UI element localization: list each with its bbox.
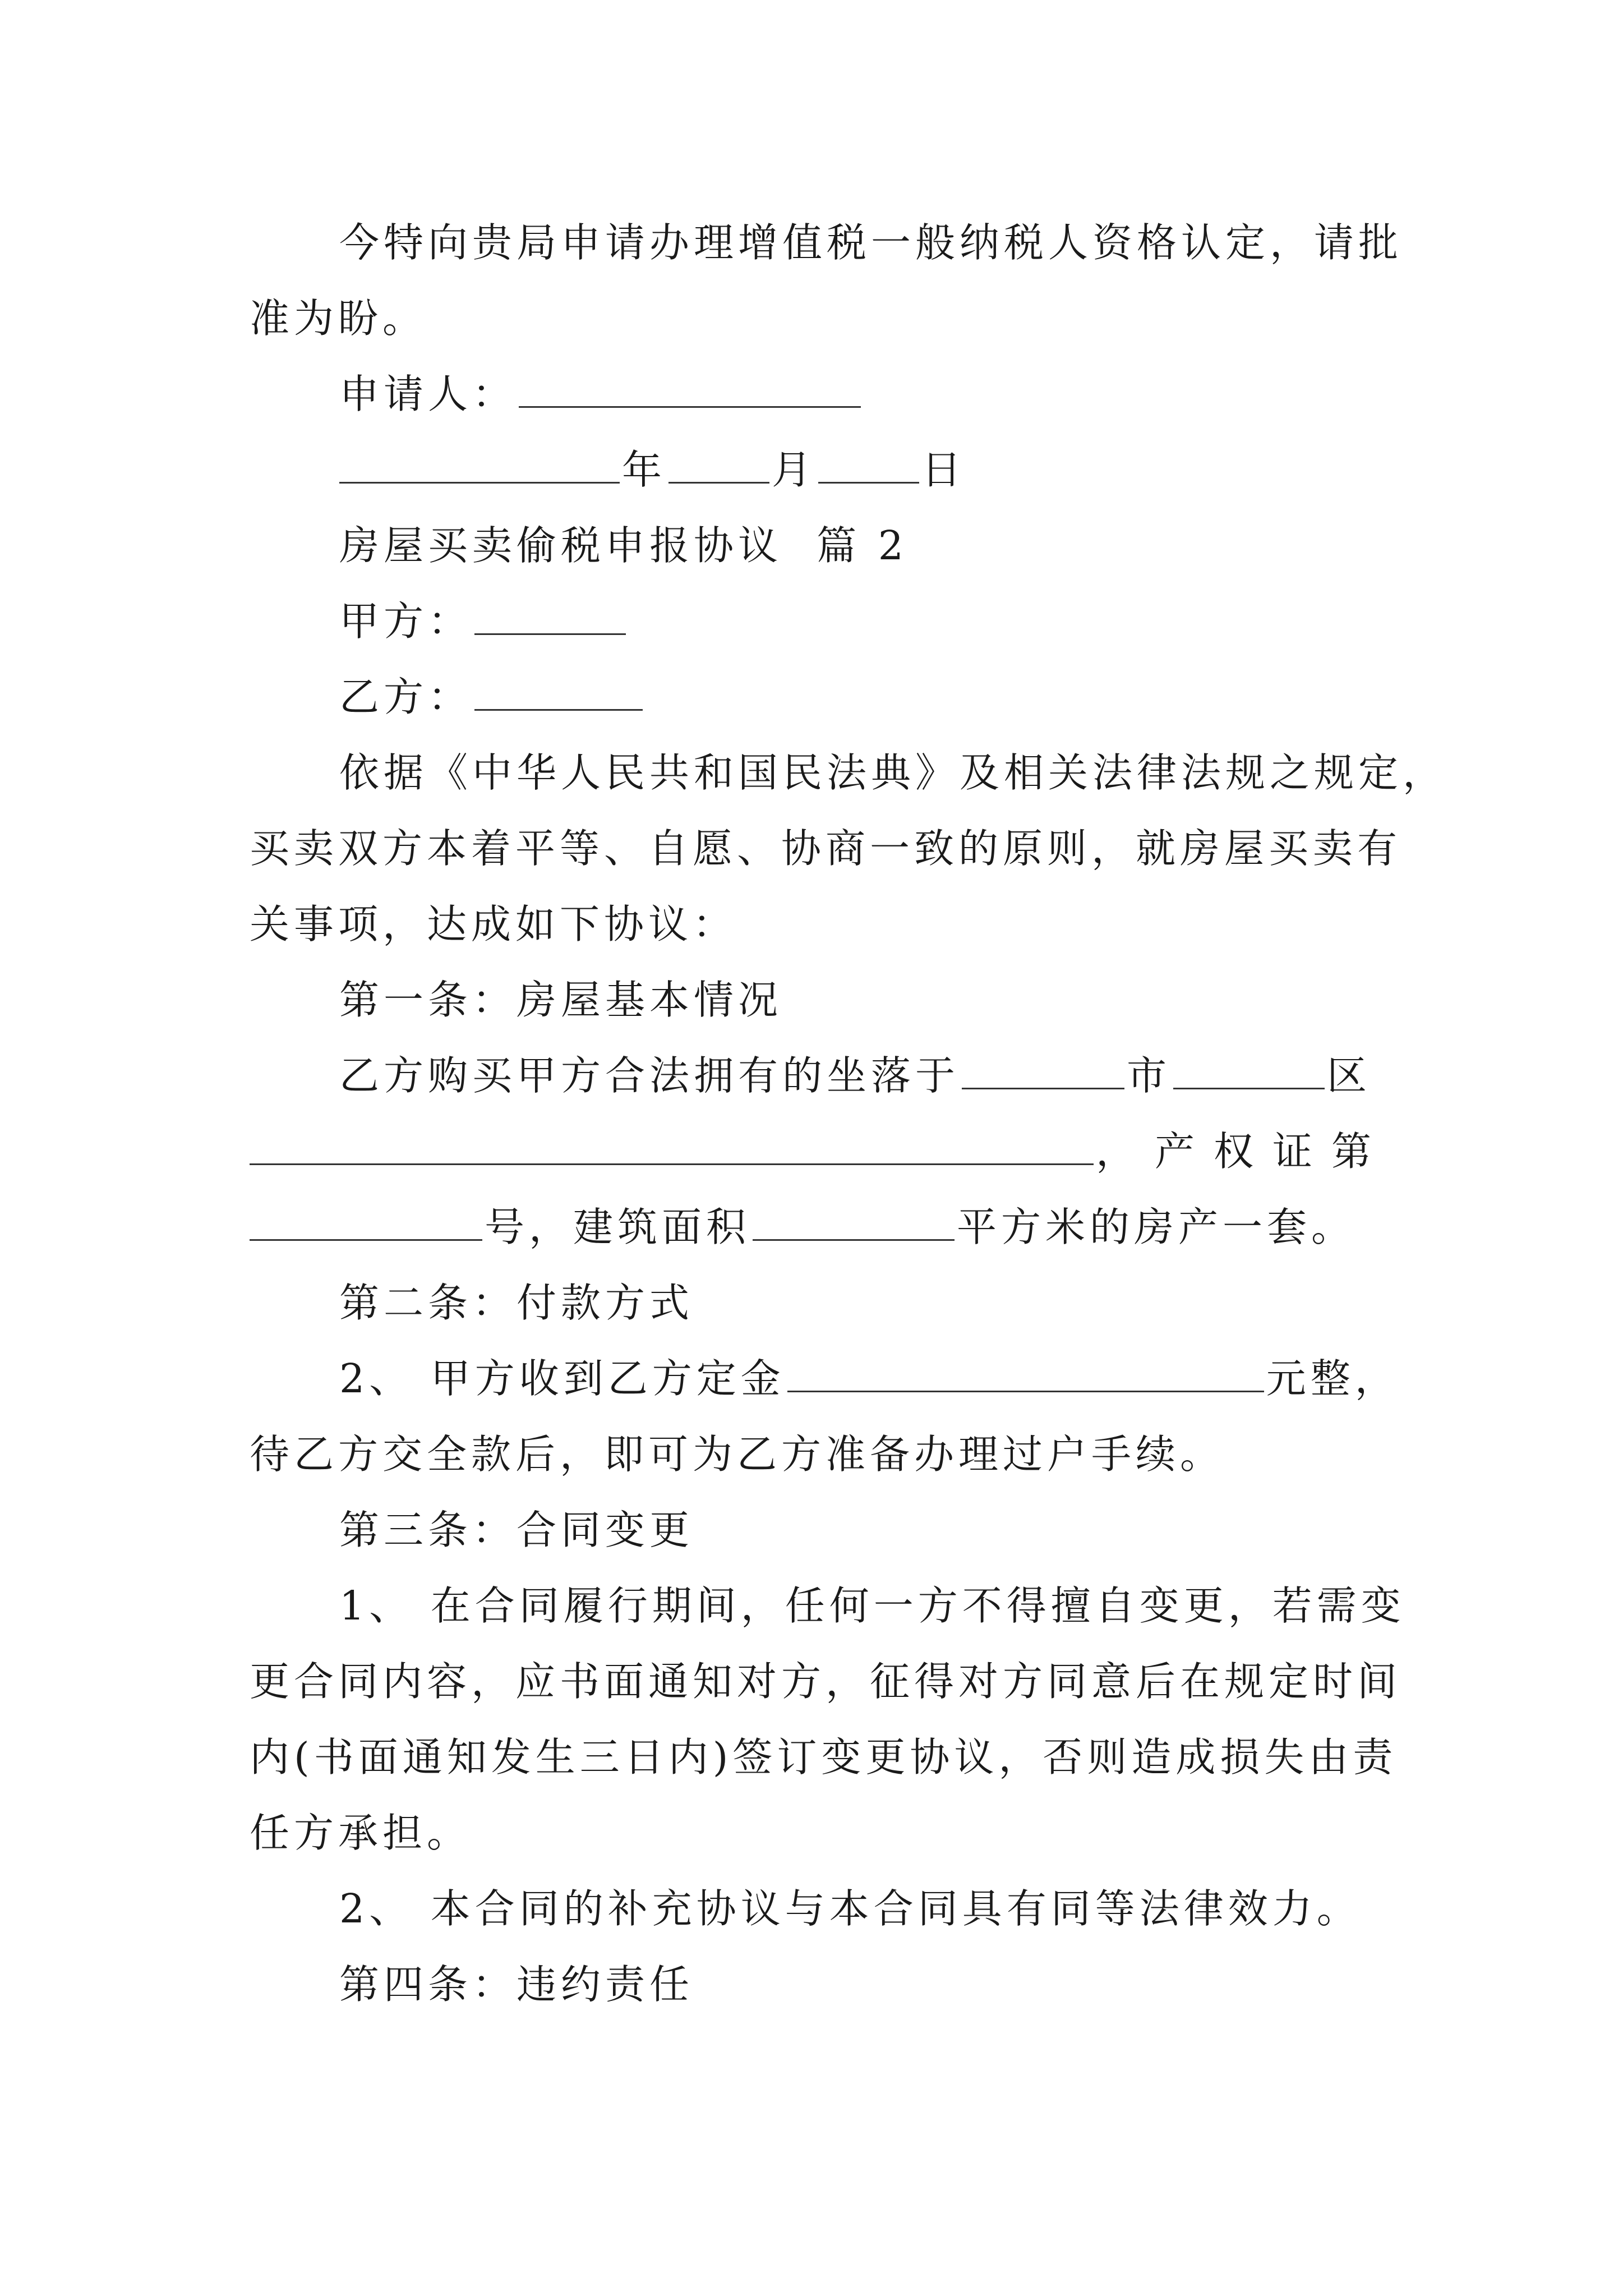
year-blank <box>339 444 620 484</box>
applicant-blank <box>519 369 861 408</box>
area-blank <box>753 1202 955 1241</box>
certificate-blank <box>250 1202 482 1241</box>
month-label: 月 <box>772 447 817 493</box>
date-line <box>0 443 1623 497</box>
district-label: 区 <box>1327 1052 1372 1099</box>
applicant-line <box>0 367 1623 421</box>
paragraph-line: 依据《中华人民共和国民法典》及相关法律法规之规定， <box>339 749 1447 796</box>
district-blank <box>1173 1050 1325 1089</box>
paragraph-line: 买卖双方本着平等、自愿、协商一致的原则，就房屋买卖有 <box>250 825 1402 872</box>
paragraph-line: 1、 在合同履行期间，任何一方不得擅自变更，若需变 <box>339 1582 1405 1629</box>
month-blank <box>668 444 769 484</box>
party-b-line <box>0 670 1623 724</box>
paragraph-line: 关事项，达成如下协议： <box>250 901 737 947</box>
city-label: 市 <box>1127 1052 1172 1099</box>
article-line <box>0 1200 1623 1254</box>
article-line <box>0 1125 1623 1179</box>
section-title: 房屋买卖偷税申报协议 篇 2 <box>339 522 908 569</box>
year-label: 年 <box>622 447 667 493</box>
party-a-blank <box>474 596 626 635</box>
article-heading: 第二条：付款方式 <box>339 1280 694 1326</box>
day-blank <box>818 444 919 484</box>
paragraph-line: 2、 本合同的补充协议与本合同具有同等法律效力。 <box>339 1885 1361 1932</box>
article-heading: 第一条：房屋基本情况 <box>339 977 783 1023</box>
article-text: ，产权证第 <box>1096 1128 1391 1175</box>
deposit-blank <box>787 1353 1264 1392</box>
party-a-line <box>0 595 1623 648</box>
paragraph-line: 今特向贵局申请办理增值税一般纳税人资格认定，请批 <box>339 219 1403 266</box>
article-text: 2、 甲方收到乙方定金 <box>339 1355 785 1402</box>
day-label: 日 <box>921 447 966 493</box>
city-blank <box>962 1050 1124 1089</box>
paragraph-line: 任方承担。 <box>250 1810 472 1856</box>
article-heading: 第三条：合同变更 <box>339 1507 694 1553</box>
article-text: 号，建筑面积 <box>485 1204 751 1250</box>
article-text: 乙方购买甲方合法拥有的坐落于 <box>339 1052 960 1099</box>
paragraph-line: 准为盼。 <box>250 295 427 342</box>
article-line <box>0 1049 1623 1103</box>
article-text: 平方米的房产一套。 <box>957 1204 1356 1250</box>
paragraph-line: 更合同内容，应书面通知对方，征得对方同意后在规定时间 <box>250 1658 1402 1705</box>
address-blank <box>250 1126 1094 1165</box>
article-text: 元整， <box>1266 1355 1399 1402</box>
party-b-label: 乙方： <box>339 674 473 720</box>
article-line <box>0 1352 1623 1406</box>
party-b-blank <box>474 671 643 711</box>
applicant-label: 申请人： <box>339 371 517 417</box>
party-a-label: 甲方： <box>339 598 473 645</box>
paragraph-line: 内(书面通知发生三日内)签订变更协议，否则造成损失由责 <box>250 1734 1398 1780</box>
article-heading: 第四条：违约责任 <box>339 1961 694 2008</box>
paragraph-line: 待乙方交全款后，即可为乙方准备办理过户手续。 <box>250 1431 1225 1478</box>
